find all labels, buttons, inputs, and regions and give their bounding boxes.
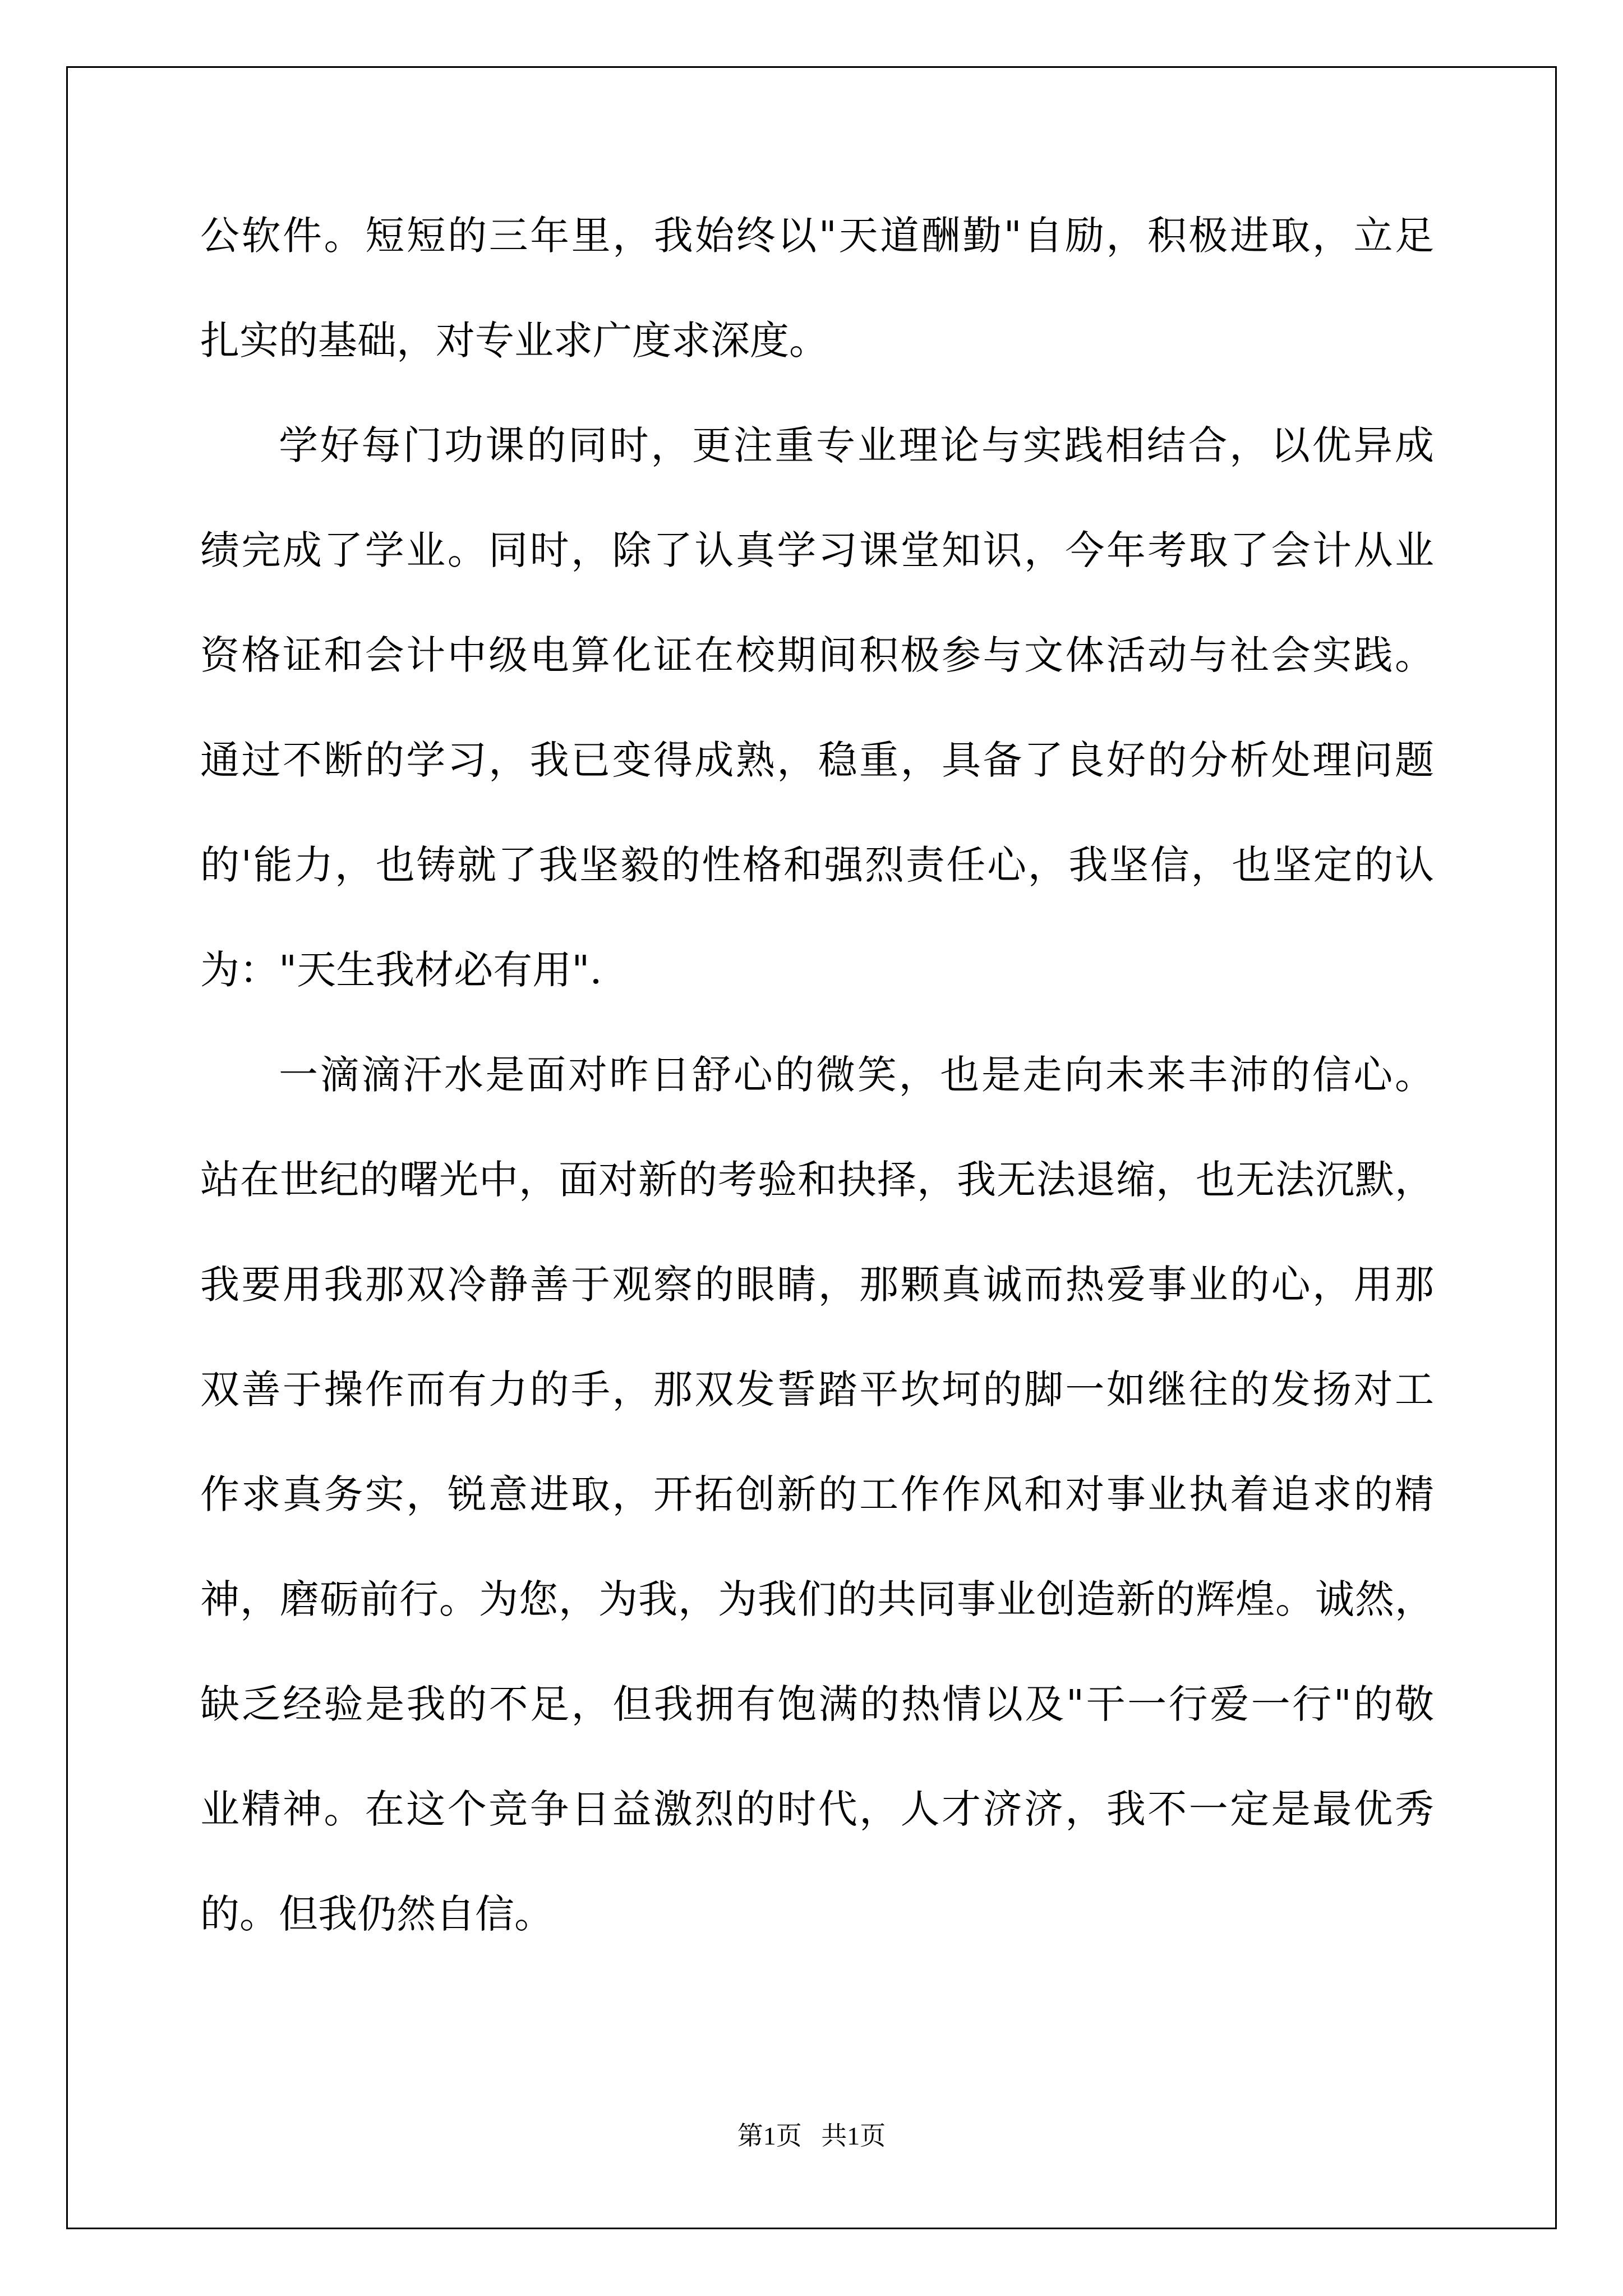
text-line: 扎实的基础，对专业求广度求深度。: [200, 318, 828, 364]
text-line: 的。但我仍然自信。: [200, 1891, 554, 1937]
page-number: 第1页 共1页: [737, 2122, 886, 2150]
text-line: 业精神。在这个竞争日益激烈的时代，人才济济，我不一定是最优秀: [200, 1786, 1434, 1832]
text-line: 缺乏经验是我的不足，但我拥有饱满的热情以及"干一行爱一行"的敬: [200, 1681, 1434, 1727]
text-line: 公软件。短短的三年里，我始终以"天道酬勤"自励，积极进取，立足: [200, 213, 1434, 259]
text-line: 为："天生我材必有用".: [200, 947, 602, 993]
text-line: 的'能力，也铸就了我坚毅的性格和强烈责任心，我坚信，也坚定的认: [200, 842, 1434, 888]
text-line: 神，磨砺前行。为您，为我，为我们的共同事业创造新的辉煌。诚然，: [200, 1576, 1434, 1622]
text-line: 我要用我那双冷静善于观察的眼睛，那颗真诚而热爱事业的心，用那: [200, 1262, 1434, 1308]
document-body: [200, 213, 1434, 1999]
text-line: 作求真务实，锐意进取，开拓创新的工作作风和对事业执着追求的精: [200, 1471, 1434, 1517]
text-line: 站在世纪的曙光中，面对新的考验和抉择，我无法退缩，也无法沉默，: [200, 1157, 1434, 1203]
text-line: 双善于操作而有力的手，那双发誓踏平坎坷的脚一如继往的发扬对工: [200, 1366, 1434, 1412]
text-line: 绩完成了学业。同时，除了认真学习课堂知识，今年考取了会计从业: [200, 527, 1434, 573]
paragraph-first-line: 学好每门功课的同时，更注重专业理论与实践相结合，以优异成: [279, 422, 1434, 468]
text-line: 通过不断的学习，我已变得成熟，稳重，具备了良好的分析处理问题: [200, 737, 1434, 783]
paragraph-first-line: 一滴滴汗水是面对昨日舒心的微笑，也是走向未来丰沛的信心。: [279, 1052, 1434, 1098]
text-line: 资格证和会计中级电算化证在校期间积极参与文体活动与社会实践。: [200, 632, 1434, 678]
